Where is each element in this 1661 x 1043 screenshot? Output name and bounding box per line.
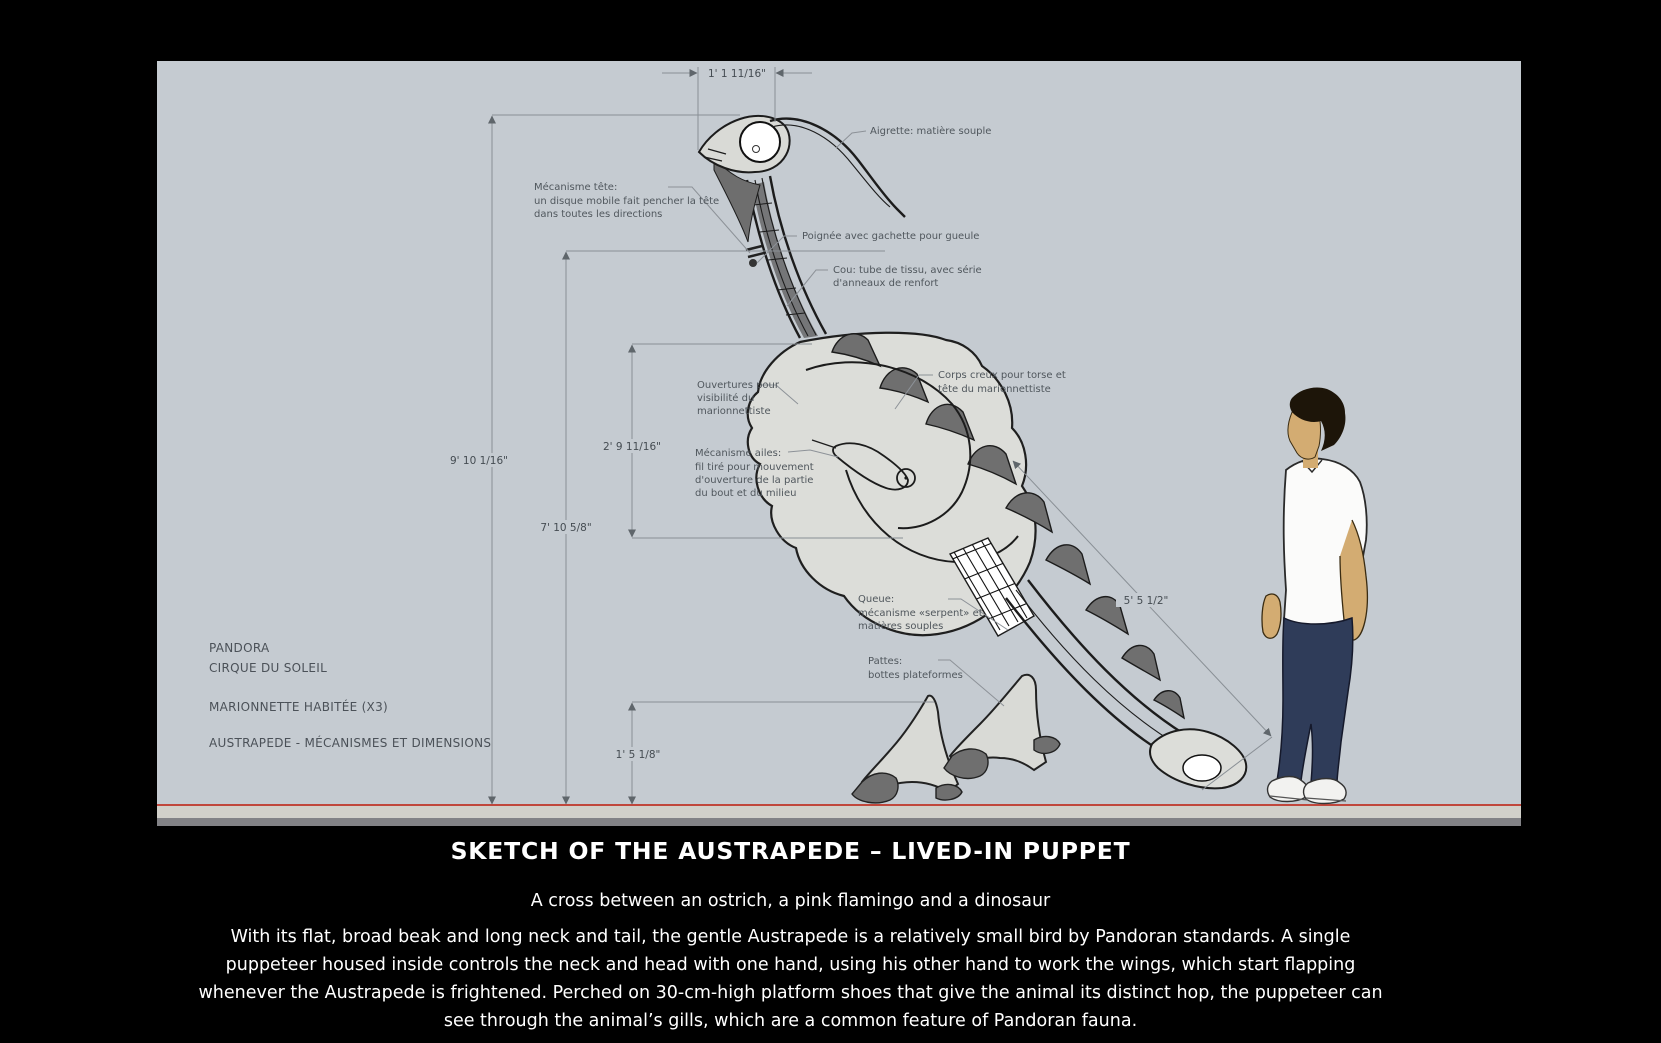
svg-text:du bout et du milieu: du bout et du milieu	[695, 488, 797, 499]
dim-body-height-label: 2' 9 11/16"	[602, 441, 662, 453]
dim-total-height-label: 9' 10 1/16"	[449, 455, 509, 467]
svg-text:d'ouverture de la partie: d'ouverture de la partie	[695, 475, 814, 486]
svg-text:matières souples: matières souples	[858, 621, 944, 632]
dim-foot-height-label: 1' 5 1/8"	[615, 749, 661, 761]
technical-drawing	[157, 61, 1521, 826]
head-ball	[740, 122, 780, 162]
svg-text:bottes plateformes: bottes plateformes	[868, 670, 963, 681]
svg-text:Queue:: Queue:	[858, 594, 895, 605]
annotation-aigrette-text: Aigrette: matière souple	[870, 126, 992, 137]
title-block-subject: AUSTRAPEDE - MÉCANISMES ET DIMENSIONS	[209, 736, 492, 750]
title-block-type: MARIONNETTE HABITÉE (X3)	[209, 700, 388, 714]
human-left-hand	[1262, 594, 1281, 638]
dim-tail-length-label: 5' 5 1/2"	[1123, 595, 1169, 607]
svg-text:mécanisme «serpent» et: mécanisme «serpent» et	[858, 608, 983, 619]
dim-handle-height-label: 7' 10 5/8"	[540, 522, 592, 534]
caption-subtitle: A cross between an ostrich, a pink flamingo and a dinosaur	[530, 891, 1051, 911]
svg-text:Mécanisme tête:: Mécanisme tête:	[534, 182, 618, 193]
svg-text:dans toutes les directions: dans toutes les directions	[534, 209, 663, 220]
svg-text:Ouvertures pour: Ouvertures pour	[697, 380, 779, 391]
svg-text:fil tiré pour mouvement: fil tiré pour mouvement	[695, 462, 814, 473]
svg-text:tête du marionnettiste: tête du marionnettiste	[938, 384, 1051, 395]
caption	[0, 836, 1581, 1035]
svg-text:un disque mobile fait pencher: un disque mobile fait pencher la tête	[534, 196, 720, 207]
title-block-company: CIRQUE DU SOLEIL	[209, 661, 328, 675]
svg-text:d'anneaux de renfort: d'anneaux de renfort	[833, 278, 939, 289]
svg-text:Corps creux pour torse et: Corps creux pour torse et	[938, 370, 1066, 381]
svg-text:marionnettiste: marionnettiste	[697, 406, 771, 417]
svg-text:Pattes:: Pattes:	[868, 656, 903, 667]
svg-text:Poignée avec gachette pour gue: Poignée avec gachette pour gueule	[802, 231, 980, 242]
svg-text:Cou: tube de tissu, avec série: Cou: tube de tissu, avec série	[833, 265, 982, 276]
floor	[157, 805, 1521, 826]
dim-beak-width-label: 1' 1 11/16"	[707, 68, 767, 80]
caption-title: SKETCH OF THE AUSTRAPEDE – LIVED-IN PUPPET	[450, 837, 1131, 865]
svg-text:visibilité du: visibilité du	[697, 393, 755, 404]
title-block-project: PANDORA	[209, 641, 270, 655]
svg-text:Mécanisme ailes:: Mécanisme ailes:	[695, 448, 782, 459]
caption-body: With its flat, broad beak and long neck and tail, the gentle Austrapede is a relatively small bird by Pandoran standards. A single puppeteer housed inside controls the neck and head with one hand, using his other hand to work the wings, which start flapping whenever the Austrapede is frightened. Perched on 30-cm-high platform shoes that give the animal its distinct hop, the puppeteer can see through the animal’s gills, which are a common feature of Pandoran fauna.	[198, 927, 1383, 1031]
